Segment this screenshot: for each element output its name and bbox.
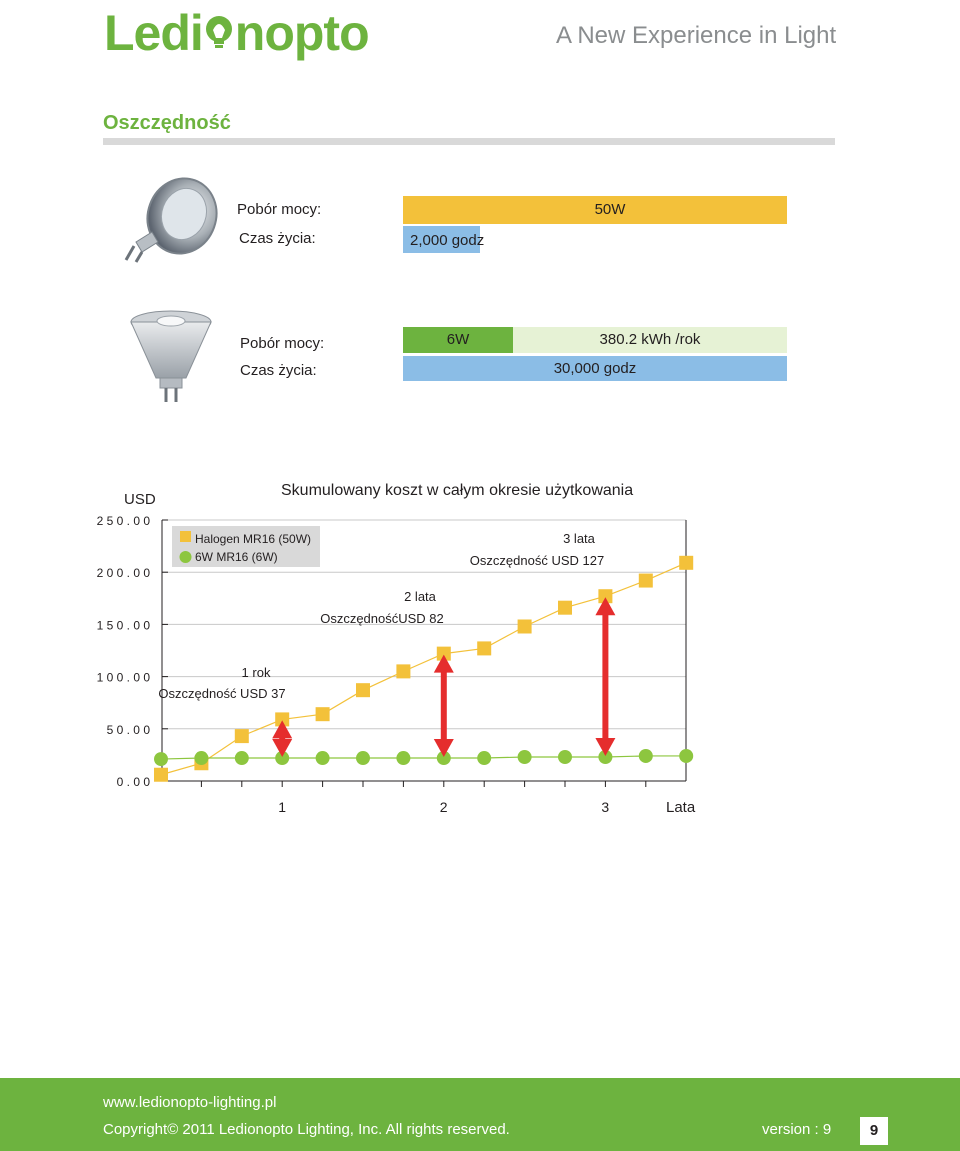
x-tick-labels bbox=[278, 799, 609, 815]
footer bbox=[0, 1078, 960, 1151]
section-title: Oszczędność bbox=[103, 112, 231, 134]
legend-halogen-swatch bbox=[180, 531, 191, 542]
led-point bbox=[558, 750, 572, 764]
led-life-bar: 30,000 godz bbox=[403, 356, 787, 381]
x-axis-label: Lata bbox=[666, 799, 696, 816]
halogen-point bbox=[639, 574, 653, 588]
logo-text-post: nopto bbox=[234, 5, 369, 61]
lightbulb-icon bbox=[204, 14, 234, 52]
led-energy-bar: 380.2 kWh /rok bbox=[513, 327, 787, 353]
x-tick-label: 1 bbox=[278, 799, 286, 815]
footer-url[interactable]: www.ledionopto-lighting.pl bbox=[103, 1094, 277, 1111]
halogen-point bbox=[558, 601, 572, 615]
y-tick-label: 1 0 0 . 0 0 bbox=[96, 670, 150, 685]
chart-legend bbox=[172, 526, 320, 567]
led-power-label: Pobór mocy: bbox=[240, 335, 325, 352]
legend-led-swatch bbox=[180, 551, 192, 563]
led-point bbox=[194, 751, 208, 765]
section-divider bbox=[103, 138, 835, 145]
y-tick-label: 2 0 0 . 0 0 bbox=[96, 566, 150, 581]
halogen-point bbox=[316, 707, 330, 721]
savings-arrow-head-down bbox=[272, 739, 292, 757]
halogen-point bbox=[356, 683, 370, 697]
tagline: A New Experience in Light bbox=[556, 22, 837, 49]
halogen-power-bar: 50W bbox=[403, 196, 787, 224]
led-point bbox=[396, 751, 410, 765]
led-point bbox=[235, 751, 249, 765]
company-logo bbox=[104, 4, 369, 62]
cost-chart bbox=[0, 470, 960, 830]
y-tick-label: 2 5 0 . 0 0 bbox=[96, 514, 150, 528]
annotation-period: 2 lata bbox=[404, 589, 436, 604]
x-tick-label: 3 bbox=[601, 799, 610, 815]
annotation-period: 3 lata bbox=[563, 531, 595, 546]
y-tick-labels bbox=[97, 514, 151, 789]
annotation-saving: OszczędnośćUSD 82 bbox=[320, 611, 444, 626]
halogen-point bbox=[154, 768, 168, 782]
led-point bbox=[679, 749, 693, 763]
legend-led-label: 6W MR16 (6W) bbox=[195, 550, 278, 564]
annotation-period: 1 rok bbox=[241, 665, 271, 680]
savings-arrow-head-down bbox=[595, 738, 615, 756]
page-number: 9 bbox=[858, 1115, 890, 1147]
chart-title: Skumulowany koszt w całym okresie użytkowania bbox=[281, 482, 634, 499]
led-point bbox=[518, 750, 532, 764]
led-point bbox=[356, 751, 370, 765]
led-point bbox=[477, 751, 491, 765]
annotation-saving: Oszczędność USD 127 bbox=[469, 553, 605, 568]
halogen-point bbox=[235, 729, 249, 743]
halogen-power-label: Pobór mocy: bbox=[237, 201, 322, 218]
annotation-saving: Oszczędność USD 37 bbox=[158, 686, 286, 701]
halogen-life-label: Czas życia: bbox=[239, 230, 316, 247]
footer-version: version : 9 bbox=[762, 1121, 832, 1138]
led-life-label: Czas życia: bbox=[240, 362, 317, 379]
halogen-point bbox=[679, 556, 693, 570]
y-tick-label: 5 0 . 0 0 bbox=[106, 722, 150, 737]
halogen-point bbox=[477, 641, 491, 655]
footer-copyright: Copyright© 2011 Ledionopto Lighting, Inc. All rights reserved. bbox=[103, 1121, 510, 1138]
x-tick-label: 2 bbox=[439, 799, 448, 815]
savings-arrow-head-down bbox=[434, 739, 454, 757]
legend-halogen-label: Halogen MR16 (50W) bbox=[195, 532, 312, 546]
led-power-bar: 6W bbox=[403, 327, 513, 353]
led-point bbox=[639, 749, 653, 763]
halogen-point bbox=[396, 664, 410, 678]
led-point bbox=[154, 752, 168, 766]
halogen-lamp-image bbox=[122, 172, 222, 264]
halogen-life-value: 2,000 godz bbox=[410, 232, 485, 249]
y-tick-label: 1 5 0 . 0 0 bbox=[96, 618, 150, 633]
halogen-point bbox=[518, 619, 532, 633]
led-lamp-image bbox=[126, 308, 216, 408]
led-point bbox=[316, 751, 330, 765]
y-axis-label: USD bbox=[124, 491, 156, 508]
logo-text-pre: Ledi bbox=[104, 5, 203, 61]
y-tick-label: 0 . 0 0 bbox=[116, 775, 150, 789]
